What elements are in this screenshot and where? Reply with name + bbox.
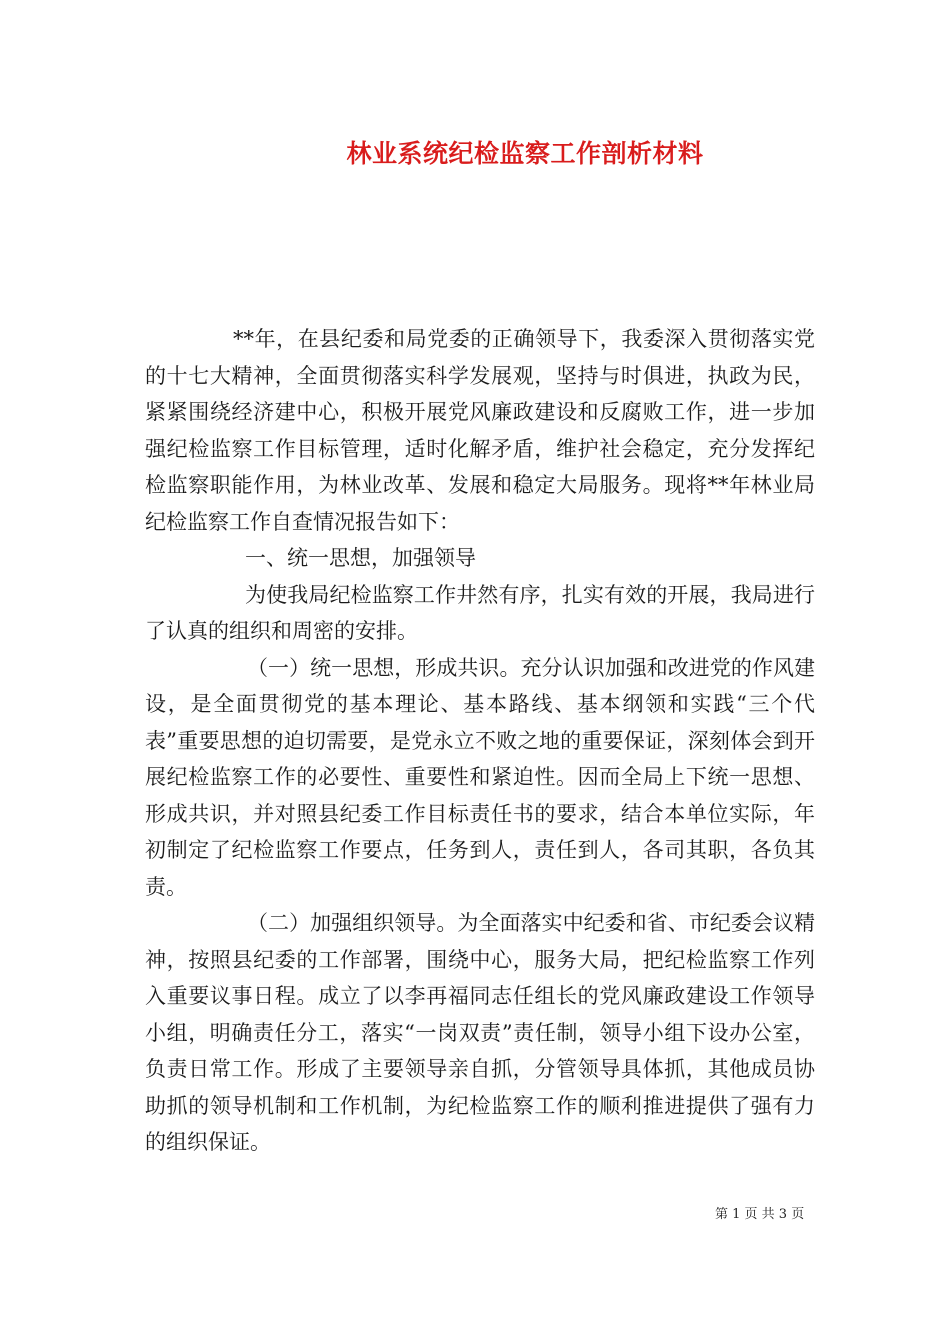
intro-paragraph: **年，在县纪委和局党委的正确领导下，我委深入贯彻落实党的十七大精神，全面贯彻落实科学发展观，坚持与时俱进，执政为民，紧紧围绕经济建中心，积极开展党风廉政建设和反腐败工作，进一步加强纪检监察工作目标管理，适时化解矛盾，维护社会稳定，充分发挥纪检监察职能作用，为林业改革、发展和稳定大局服务。现将**年林业局纪检监察工作自查情况报告如下： [145, 327, 815, 534]
page-number: 第 1 页 共 3 页 [715, 1207, 805, 1222]
subsection-one-paragraph: （一）统一思想，形成共识。充分认识加强和改进党的作风建设，是全面贯彻党的基本理论、基本路线、基本纲领和实践“三个代表”重要思想的迫切需要，是党永立不败之地的重要保证，深刻体会到开展纪检监察工作的必要性、重要性和紧迫性。因而全局上下统一思想、形成共识，并对照县纪委工作目标责任书的要求，结合本单位实际，年初制定了纪检监察工作要点，任务到人，责任到人，各司其职，各负其责。 [145, 655, 815, 899]
document-body [145, 321, 815, 1161]
section-intro-paragraph: 为使我局纪检监察工作井然有序，扎实有效的开展，我局进行了认真的组织和周密的安排。 [145, 582, 815, 643]
section-heading: 一、统一思想，加强领导 [245, 546, 476, 570]
document-title: 林业系统纪检监察工作剖析材料 [346, 139, 704, 168]
subsection-two-paragraph: （二）加强组织领导。为全面落实中纪委和省、市纪委会议精神，按照县纪委的工作部署，围绕中心，服务大局，把纪检监察工作列入重要议事日程。成立了以李再福同志任组长的党风廉政建设工作领导小组，明确责任分工，落实“一岗双责”责任制，领导小组下设办公室，负责日常工作。形成了主要领导亲自抓，分管领导具体抓，其他成员协助抓的领导机制和工作机制，为纪检监察工作的顺利推进提供了强有力的组织保证。 [145, 911, 815, 1154]
